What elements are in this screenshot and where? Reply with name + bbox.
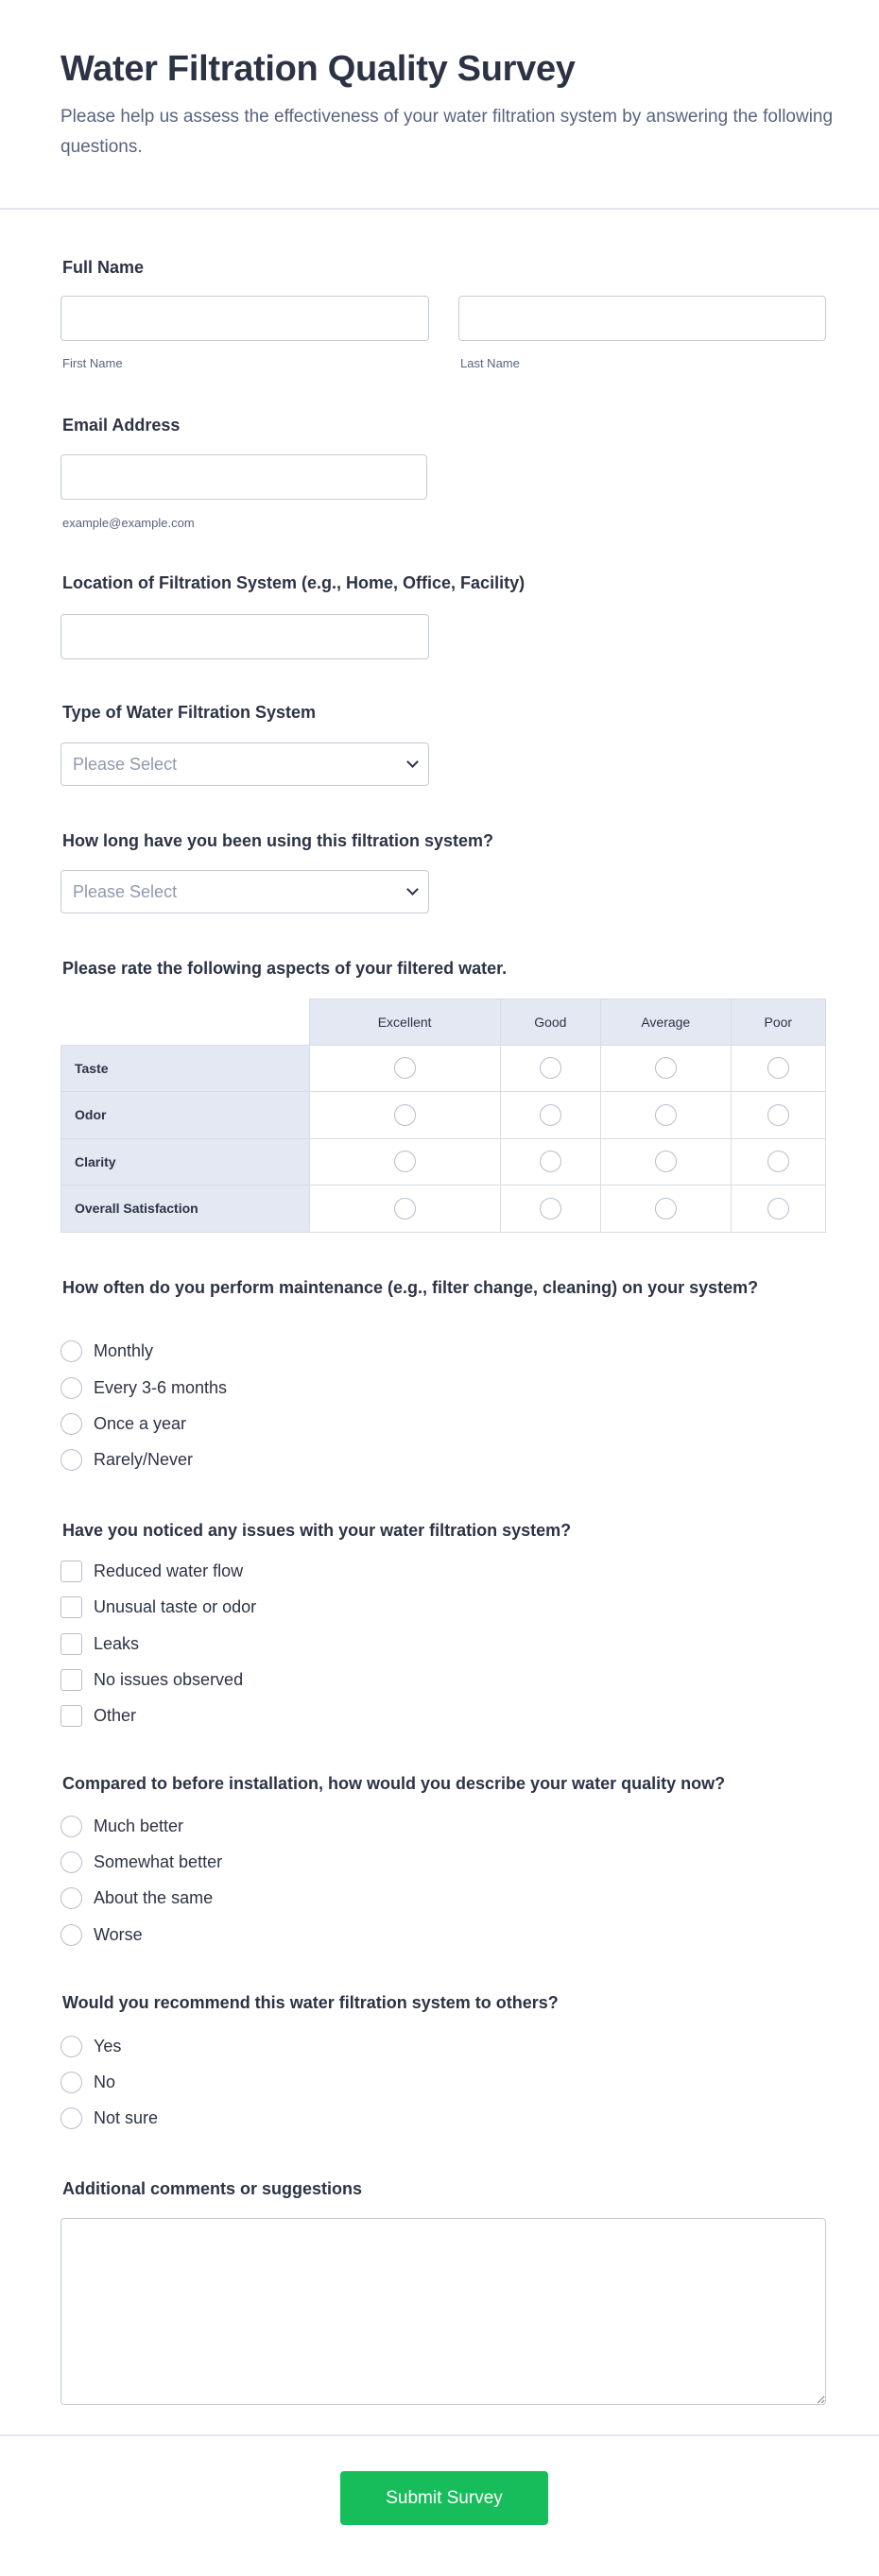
matrix-row-label: Taste: [60, 1046, 310, 1093]
matrix-radio-average[interactable]: [655, 1151, 677, 1172]
radio-button[interactable]: [60, 1413, 82, 1435]
recommend-option[interactable]: [60, 2105, 158, 2131]
option-label: Not sure: [94, 2107, 159, 2127]
submit-survey-button[interactable]: Submit Survey: [340, 2471, 548, 2525]
matrix-cell: [732, 1092, 826, 1139]
option-label: Yes: [94, 2036, 122, 2056]
maintenance-option[interactable]: [60, 1446, 193, 1473]
recommend-option[interactable]: [60, 2033, 121, 2059]
option-label: Somewhat better: [94, 1851, 223, 1871]
option-label: Every 3-6 months: [94, 1377, 228, 1397]
matrix-cell: [501, 1046, 601, 1093]
page-title: Water Filtration Quality Survey: [60, 49, 576, 89]
matrix-radio-excellent[interactable]: [394, 1198, 416, 1220]
matrix-col-excellent: Excellent: [310, 998, 501, 1046]
radio-button[interactable]: [60, 1816, 82, 1837]
email-input[interactable]: [60, 454, 427, 500]
location-input[interactable]: [60, 614, 429, 659]
chevron-down-icon: [406, 883, 419, 896]
matrix-cell: [601, 1092, 732, 1139]
matrix-radio-excellent[interactable]: [394, 1057, 416, 1079]
option-label: No: [94, 2072, 116, 2091]
matrix-radio-poor[interactable]: [767, 1057, 789, 1079]
matrix-cell: [501, 1186, 601, 1233]
issues-option[interactable]: [60, 1702, 136, 1729]
matrix-cell: [601, 1139, 732, 1186]
matrix-cell: [601, 1186, 732, 1233]
option-label: Once a year: [94, 1413, 187, 1433]
matrix-radio-poor[interactable]: [767, 1198, 789, 1220]
checkbox[interactable]: [60, 1596, 82, 1618]
issues-option[interactable]: [60, 1630, 139, 1657]
last-name-input[interactable]: [458, 296, 826, 341]
matrix-cell: [501, 1092, 601, 1139]
option-label: About the same: [94, 1887, 214, 1907]
header-divider: [0, 208, 879, 210]
option-label: Rarely/Never: [94, 1449, 194, 1469]
option-label: Monthly: [94, 1340, 154, 1360]
system-type-select[interactable]: [60, 742, 429, 786]
issues-option[interactable]: [60, 1666, 243, 1693]
matrix-radio-poor[interactable]: [767, 1104, 789, 1126]
first-name-input[interactable]: [60, 296, 429, 341]
matrix-row: [60, 1092, 826, 1139]
email-label: Email Address: [62, 416, 181, 435]
email-hint: example@example.com: [62, 516, 195, 530]
matrix-cell: [732, 1186, 826, 1233]
compared-option[interactable]: [60, 1921, 143, 1948]
matrix-radio-average[interactable]: [655, 1057, 677, 1079]
matrix-cell: [501, 1139, 601, 1186]
matrix-radio-good[interactable]: [540, 1057, 561, 1079]
duration-label: How long have you been using this filtration system?: [62, 831, 494, 850]
checkbox[interactable]: [60, 1705, 82, 1727]
compared-label: Compared to before installation, how would you describe your water quality now?: [62, 1774, 726, 1793]
matrix-cell: [310, 1139, 501, 1186]
chevron-down-icon: [406, 756, 419, 768]
issues-label: Have you noticed any issues with your water filtration system?: [62, 1521, 572, 1540]
matrix-radio-poor[interactable]: [767, 1151, 789, 1172]
matrix-cell: [310, 1186, 501, 1233]
footer-divider: [0, 2434, 879, 2436]
last-name-sublabel: Last Name: [460, 356, 520, 370]
system-type-value: Please Select: [73, 754, 178, 774]
matrix-radio-good[interactable]: [540, 1198, 561, 1220]
matrix-cell: [310, 1092, 501, 1139]
issues-option[interactable]: [60, 1558, 243, 1584]
page-subtitle: Please help us assess the effectiveness of your water filtration system by answering the following questions.: [60, 107, 834, 157]
full-name-label: Full Name: [62, 258, 145, 277]
checkbox[interactable]: [60, 1669, 82, 1691]
radio-button[interactable]: [60, 1449, 82, 1471]
option-label: Other: [94, 1705, 137, 1725]
matrix-col-good: Good: [501, 998, 601, 1046]
matrix-cell: [601, 1046, 732, 1093]
matrix-row: [60, 1186, 826, 1233]
radio-button[interactable]: [60, 1340, 82, 1362]
matrix-radio-good[interactable]: [540, 1151, 561, 1172]
matrix-corner: [60, 998, 310, 1046]
system-type-label: Type of Water Filtration System: [62, 703, 317, 722]
option-label: Unusual taste or odor: [94, 1596, 257, 1616]
issues-option[interactable]: [60, 1594, 256, 1620]
matrix-radio-average[interactable]: [655, 1104, 677, 1126]
compared-option[interactable]: [60, 1885, 213, 1911]
matrix-cell: [310, 1046, 501, 1093]
maintenance-label: How often do you perform maintenance (e.g., filter change, cleaning) on your system?: [62, 1278, 759, 1297]
duration-select[interactable]: [60, 870, 429, 913]
radio-button[interactable]: [60, 1851, 82, 1873]
recommend-option[interactable]: [60, 2069, 115, 2095]
matrix-row-label: Odor: [60, 1092, 310, 1139]
radio-button[interactable]: [60, 2107, 82, 2129]
rating-matrix: [60, 998, 826, 1233]
radio-button[interactable]: [60, 1924, 82, 1946]
comments-textarea[interactable]: [60, 2218, 826, 2405]
option-label: Much better: [94, 1816, 184, 1835]
matrix-col-poor: Poor: [732, 998, 826, 1046]
option-label: Reduced water flow: [94, 1561, 244, 1580]
maintenance-option[interactable]: [60, 1410, 186, 1437]
option-label: Leaks: [94, 1633, 140, 1653]
matrix-cell: [732, 1046, 826, 1093]
rating-label: Please rate the following aspects of your filtered water.: [62, 959, 508, 978]
matrix-row-label: Clarity: [60, 1139, 310, 1186]
first-name-sublabel: First Name: [62, 356, 123, 370]
comments-label: Additional comments or suggestions: [62, 2179, 363, 2198]
compared-option[interactable]: [60, 1849, 222, 1875]
radio-button[interactable]: [60, 2036, 82, 2057]
maintenance-option[interactable]: [60, 1338, 153, 1364]
radio-button[interactable]: [60, 1887, 82, 1909]
maintenance-option[interactable]: [60, 1374, 227, 1401]
matrix-row: [60, 1046, 826, 1093]
option-label: No issues observed: [94, 1669, 244, 1689]
checkbox[interactable]: [60, 1633, 82, 1655]
option-label: Worse: [94, 1924, 143, 1944]
duration-value: Please Select: [73, 881, 178, 901]
matrix-cell: [732, 1139, 826, 1186]
matrix-row: [60, 1139, 826, 1186]
matrix-radio-good[interactable]: [540, 1104, 561, 1126]
matrix-row-label: Overall Satisfaction: [60, 1186, 310, 1233]
matrix-radio-average[interactable]: [655, 1198, 677, 1220]
matrix-radio-excellent[interactable]: [394, 1151, 416, 1172]
radio-button[interactable]: [60, 2072, 82, 2093]
compared-option[interactable]: [60, 1813, 183, 1839]
location-label: Location of Filtration System (e.g., Home, Office, Facility): [62, 573, 526, 592]
checkbox[interactable]: [60, 1561, 82, 1582]
radio-button[interactable]: [60, 1377, 82, 1399]
recommend-label: Would you recommend this water filtration system to others?: [62, 1993, 559, 2012]
matrix-radio-excellent[interactable]: [394, 1104, 416, 1126]
matrix-col-average: Average: [601, 998, 732, 1046]
